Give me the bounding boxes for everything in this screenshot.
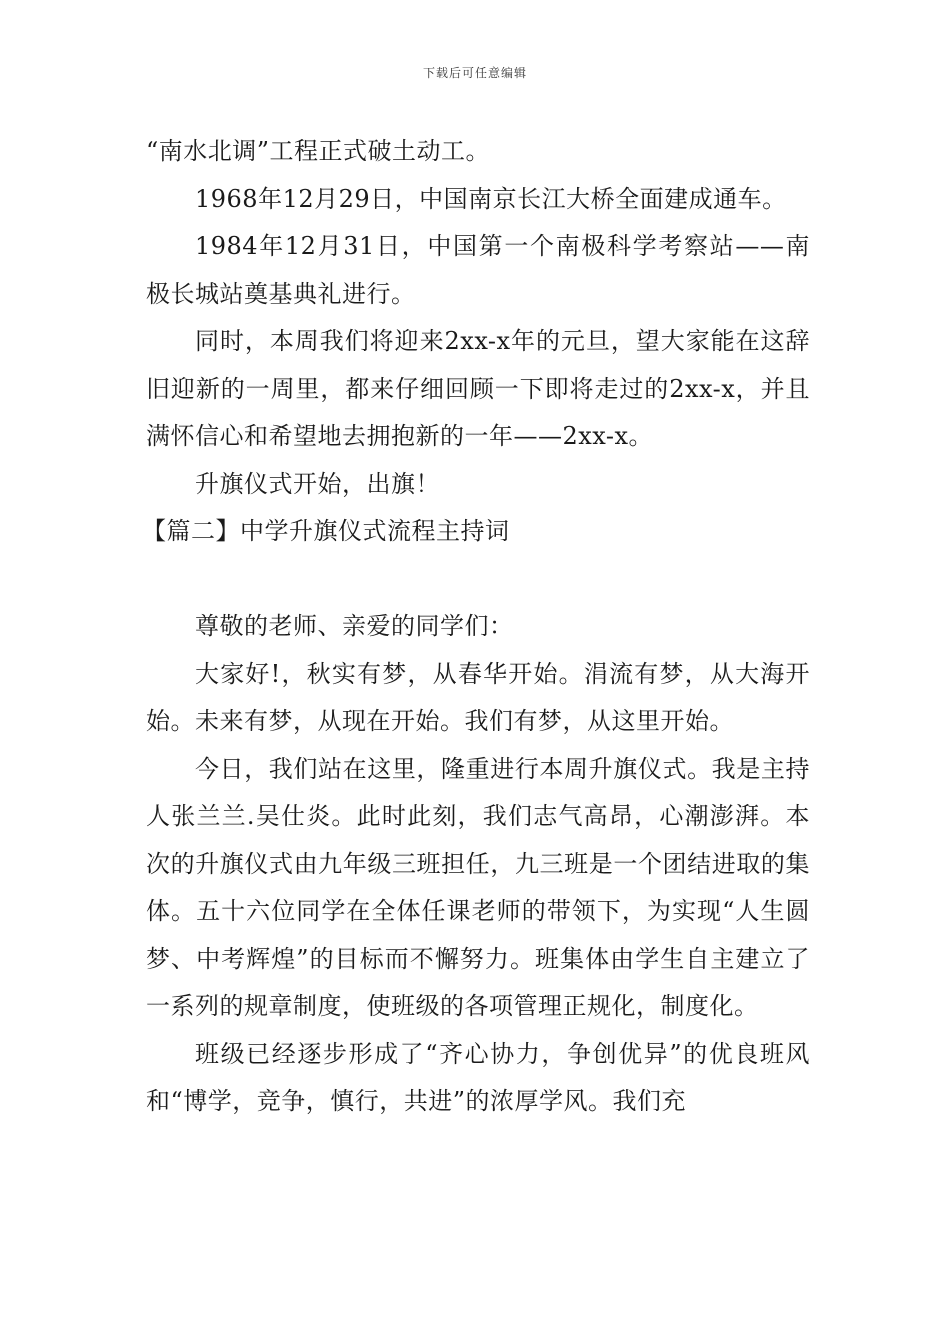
paragraph-bridge: 1968年12月29日，中国南京长江大桥全面建成通车。 <box>195 184 787 213</box>
paragraph-continuation: “南水北调”工程正式破土动工。 <box>146 137 491 165</box>
paragraph-class-spirit: 班级已经逐步形成了“齐心协力，争创优异”的优良班风和“博学，竞争，慎行，共进”的浓厚学风。我们充 <box>146 1039 810 1115</box>
paragraph-new-year: 同时，本周我们将迎来2xx-x年的元旦，望大家能在这辞旧迎新的一周里，都来仔细回顾一下即将走过的2xx-x，并且满怀信心和希望地去拥抱新的一年——2xx-x。 <box>146 327 810 450</box>
paragraph-dreams: 大家好!，秋实有梦，从春华开始。涓流有梦，从大海开始。未来有梦，从现在开始。我们有梦，从这里开始。 <box>146 659 810 735</box>
paragraph-greeting: 尊敬的老师、亲爱的同学们： <box>195 612 514 640</box>
document-body <box>142 128 810 1126</box>
paragraph-antarctic: 1984年12月31日，中国第一个南极科学考察站——南极长城站奠基典礼进行。 <box>146 232 810 308</box>
paragraph-flag-start: 升旗仪式开始，出旗！ <box>195 469 440 498</box>
page-header: 下载后可任意编辑 <box>422 66 527 80</box>
paragraph-hosts: 今日，我们站在这里，隆重进行本周升旗仪式。我是主持人张兰兰.吴仕炎。此时此刻，我们志气高昂，心潮澎湃。本次的升旗仪式由九年级三班担任，九三班是一个团结进取的集体。五十六位同学在全体任课老师的带领下，为实现“人生圆梦、中考辉煌”的目标而不懈努力。班集体由学生自主建立了一系列的规章制度，使班级的各项管理正规化，制度化。 <box>146 754 810 1020</box>
blank-line <box>146 556 810 604</box>
section-heading: 【篇二】中学升旗仪式流程主持词 <box>142 517 510 545</box>
